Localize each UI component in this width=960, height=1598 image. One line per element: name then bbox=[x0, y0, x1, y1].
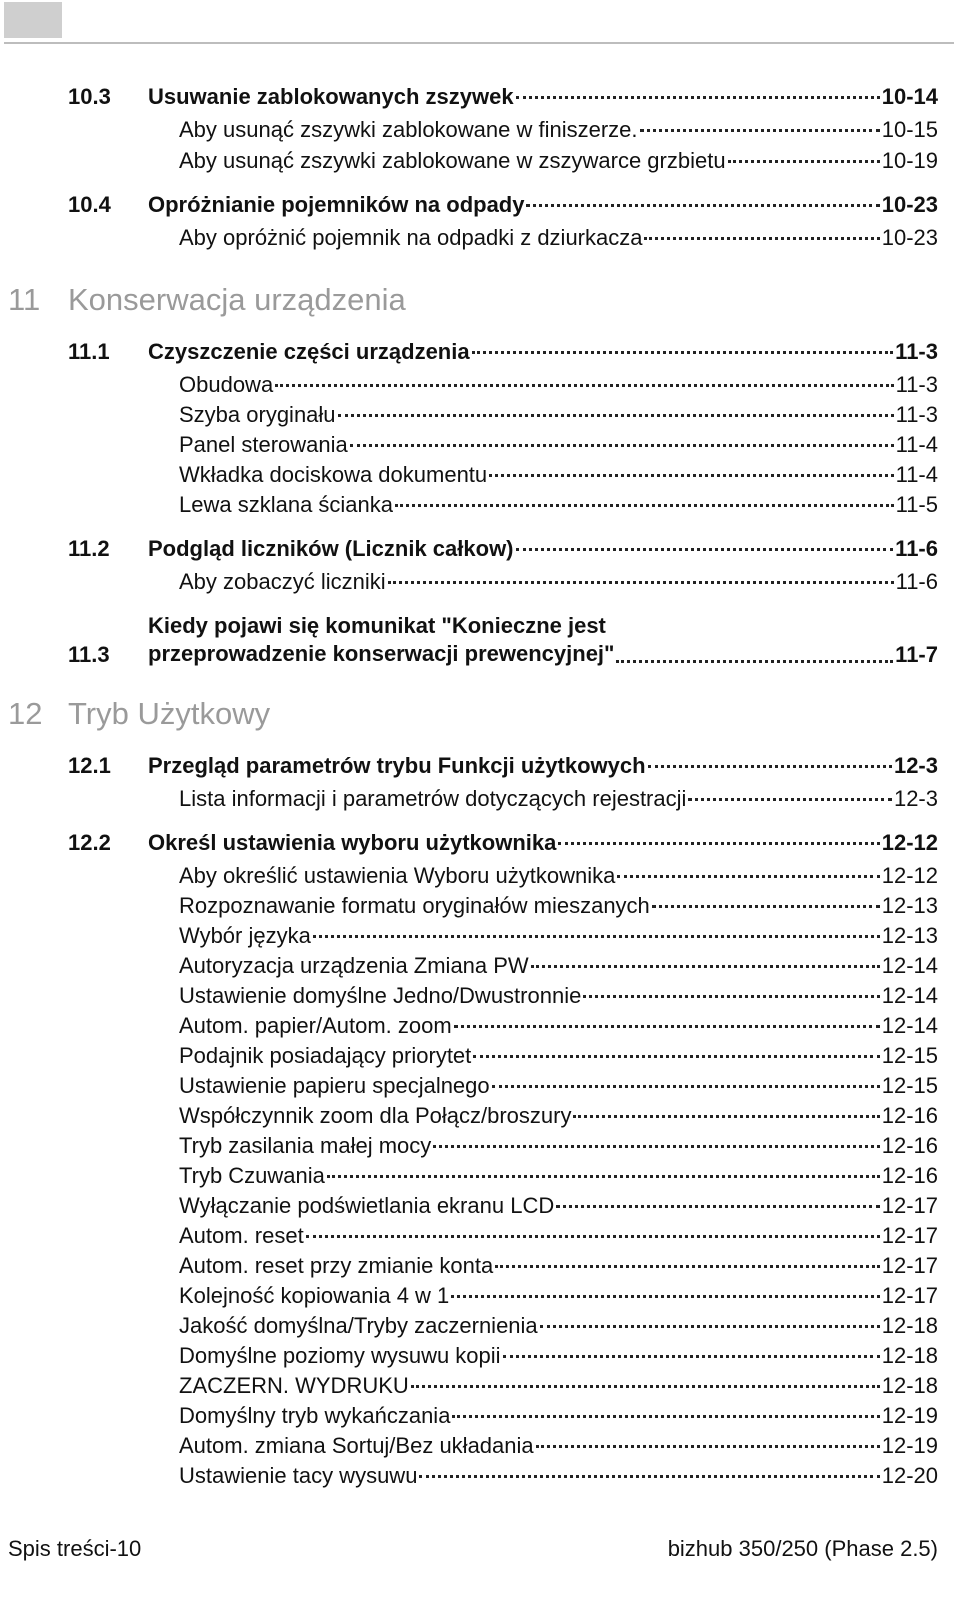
toc-subentry[interactable] bbox=[179, 117, 938, 143]
page-number: 10-23 bbox=[881, 192, 938, 217]
toc-subentry[interactable] bbox=[179, 786, 938, 812]
subentry-title: Autom. reset przy zmianie konta bbox=[179, 1253, 494, 1278]
page-number: 12-17 bbox=[881, 1283, 938, 1308]
toc-chapter-heading[interactable] bbox=[8, 282, 406, 318]
section-title: Czyszczenie części urządzenia bbox=[148, 339, 470, 364]
subentry-title: Aby zobaczyć liczniki bbox=[179, 569, 386, 594]
header-tab-block bbox=[4, 2, 62, 38]
footer-page-label: Spis treści-10 bbox=[8, 1536, 142, 1561]
section-number: 12.2 bbox=[68, 830, 111, 855]
toc-subentry[interactable] bbox=[179, 1163, 938, 1189]
subentry-title: Panel sterowania bbox=[179, 432, 348, 457]
dot-leader bbox=[306, 1235, 880, 1238]
page-number: 12-18 bbox=[881, 1373, 938, 1398]
subentry-title: Tryb Czuwania bbox=[179, 1163, 325, 1188]
section-title: Określ ustawienia wyboru użytkownika bbox=[148, 830, 557, 855]
section-title: Opróżnianie pojemników na odpady bbox=[148, 192, 525, 217]
toc-subentry[interactable] bbox=[179, 1073, 938, 1099]
toc-subentry[interactable] bbox=[179, 432, 938, 458]
page-number: 10-14 bbox=[881, 84, 938, 109]
chapter-number: 12 bbox=[8, 696, 43, 731]
subentry-title: Ustawienie tacy wysuwu bbox=[179, 1463, 418, 1488]
page-number: 12-13 bbox=[881, 893, 938, 918]
toc-subentry[interactable] bbox=[179, 1373, 938, 1399]
toc-subentry[interactable] bbox=[179, 1253, 938, 1279]
dot-leader bbox=[492, 1085, 880, 1088]
dot-leader bbox=[536, 1445, 880, 1448]
section-title: Usuwanie zablokowanych zszywek bbox=[148, 84, 514, 109]
toc-subentry[interactable] bbox=[179, 372, 938, 398]
toc-subentry[interactable] bbox=[179, 1103, 938, 1129]
section-number: 11.2 bbox=[68, 536, 110, 561]
toc-subentry[interactable] bbox=[179, 1283, 938, 1309]
subentry-title: Domyślny tryb wykańczania bbox=[179, 1403, 451, 1428]
section-number: 10.4 bbox=[68, 192, 111, 217]
dot-leader bbox=[388, 581, 894, 584]
dot-leader bbox=[327, 1175, 880, 1178]
toc-subentry[interactable] bbox=[179, 225, 938, 251]
dot-leader bbox=[489, 474, 893, 477]
page-number: 12-12 bbox=[881, 830, 938, 855]
subentry-title: Kolejność kopiowania 4 w 1 bbox=[179, 1283, 450, 1308]
toc-subentry[interactable] bbox=[179, 1403, 938, 1429]
page-number: 12-14 bbox=[881, 983, 938, 1008]
subentry-title: Autom. reset bbox=[179, 1223, 304, 1248]
toc-subentry[interactable] bbox=[179, 492, 938, 518]
toc-section-entry[interactable] bbox=[68, 536, 938, 562]
page-number: 12-16 bbox=[881, 1103, 938, 1128]
toc-section-entry[interactable] bbox=[68, 753, 938, 779]
subentry-title: Jakość domyślna/Tryby zaczernienia bbox=[179, 1313, 538, 1338]
dot-leader bbox=[411, 1385, 880, 1388]
subentry-title: Wyłączanie podświetlania ekranu LCD bbox=[179, 1193, 555, 1218]
subentry-title: Obudowa bbox=[179, 372, 274, 397]
toc-subentry[interactable] bbox=[179, 1193, 938, 1219]
toc-subentry[interactable] bbox=[179, 1133, 938, 1159]
subentry-title: Domyślne poziomy wysuwu kopii bbox=[179, 1343, 501, 1368]
toc-subentry[interactable] bbox=[179, 1433, 938, 1459]
toc-subentry[interactable] bbox=[179, 569, 938, 595]
subentry-title: Wybór języka bbox=[179, 923, 311, 948]
page-number: 10-15 bbox=[881, 117, 938, 142]
page-number: 12-17 bbox=[881, 1253, 938, 1278]
page-number: 11-3 bbox=[895, 339, 938, 364]
dot-leader bbox=[616, 660, 893, 663]
toc-subentry[interactable] bbox=[179, 1463, 938, 1489]
dot-leader bbox=[495, 1265, 879, 1268]
page-number: 11-7 bbox=[895, 642, 938, 667]
page-number: 11-4 bbox=[895, 432, 938, 457]
page-number: 12-18 bbox=[881, 1313, 938, 1338]
page-number: 10-19 bbox=[881, 148, 938, 173]
dot-leader bbox=[350, 444, 894, 447]
dot-leader bbox=[652, 905, 880, 908]
page-number: 12-19 bbox=[881, 1403, 938, 1428]
dot-leader bbox=[644, 237, 879, 240]
toc-subentry[interactable] bbox=[179, 462, 938, 488]
section-title: Podgląd liczników (Licznik całkow) bbox=[148, 536, 514, 561]
dot-leader bbox=[313, 935, 880, 938]
page-number: 12-19 bbox=[881, 1433, 938, 1458]
toc-subentry[interactable] bbox=[179, 148, 938, 174]
dot-leader bbox=[531, 965, 880, 968]
subentry-title: Wkładka dociskowa dokumentu bbox=[179, 462, 488, 487]
section-title-line-2: przeprowadzenie konserwacji prewencyjnej" bbox=[148, 641, 615, 666]
dot-leader bbox=[452, 1415, 879, 1418]
section-number: 12.1 bbox=[68, 753, 111, 778]
dot-leader bbox=[617, 875, 879, 878]
dot-leader bbox=[472, 351, 894, 354]
subentry-title: Autom. papier/Autom. zoom bbox=[179, 1013, 452, 1038]
subentry-title: Aby usunąć zszywki zablokowane w zszywarce grzbietu bbox=[179, 148, 726, 173]
dot-leader bbox=[526, 204, 879, 207]
dot-leader bbox=[503, 1355, 880, 1358]
section-number: 11.3 bbox=[68, 642, 110, 667]
page-number: 12-20 bbox=[881, 1463, 938, 1488]
dot-leader bbox=[454, 1025, 880, 1028]
dot-leader bbox=[275, 384, 893, 387]
chapter-title: Konserwacja urządzenia bbox=[68, 282, 406, 317]
page-number: 12-16 bbox=[881, 1163, 938, 1188]
toc-section-entry[interactable] bbox=[68, 84, 938, 110]
page-number: 12-14 bbox=[881, 953, 938, 978]
toc-subentry[interactable] bbox=[179, 1013, 938, 1039]
dot-leader bbox=[473, 1055, 879, 1058]
header-rule bbox=[4, 42, 954, 44]
section-number: 10.3 bbox=[68, 84, 111, 109]
dot-leader bbox=[395, 504, 894, 507]
page-number: 10-23 bbox=[881, 225, 938, 250]
page-number: 12-3 bbox=[893, 786, 938, 811]
toc-chapter-heading[interactable] bbox=[8, 696, 270, 732]
toc-subentry[interactable] bbox=[179, 1343, 938, 1369]
dot-leader bbox=[433, 1145, 879, 1148]
section-title-line-1: Kiedy pojawi się komunikat "Konieczne jest bbox=[148, 613, 606, 638]
dot-leader bbox=[338, 414, 894, 417]
toc-section-entry[interactable] bbox=[68, 192, 938, 218]
dot-leader bbox=[688, 798, 892, 801]
page-number: 11-6 bbox=[895, 569, 938, 594]
section-title bbox=[148, 612, 614, 668]
page-number: 12-17 bbox=[881, 1193, 938, 1218]
page-number: 11-5 bbox=[895, 492, 938, 517]
dot-leader bbox=[583, 995, 879, 998]
subentry-title: ZACZERN. WYDRUKU bbox=[179, 1373, 409, 1398]
toc-section-entry[interactable] bbox=[68, 830, 938, 856]
page-number: 12-16 bbox=[881, 1133, 938, 1158]
footer-product-name: bizhub 350/250 (Phase 2.5) bbox=[667, 1536, 938, 1561]
chapter-number: 11 bbox=[8, 282, 41, 317]
subentry-title: Autom. zmiana Sortuj/Bez układania bbox=[179, 1433, 534, 1458]
dot-leader bbox=[556, 1205, 880, 1208]
chapter-title: Tryb Użytkowy bbox=[68, 696, 271, 731]
toc-subentry[interactable] bbox=[179, 1043, 938, 1069]
subentry-title: Autoryzacja urządzenia Zmiana PW bbox=[179, 953, 529, 978]
dot-leader bbox=[540, 1325, 880, 1328]
section-title: Przegląd parametrów trybu Funkcji użytkowych bbox=[148, 753, 646, 778]
subentry-title: Ustawienie papieru specjalnego bbox=[179, 1073, 490, 1098]
subentry-title: Tryb zasilania małej mocy bbox=[179, 1133, 432, 1158]
page-number: 11-3 bbox=[895, 372, 938, 397]
page-number: 11-6 bbox=[895, 536, 938, 561]
page-number: 11-4 bbox=[895, 462, 938, 487]
toc-subentry[interactable] bbox=[179, 983, 938, 1009]
subentry-title: Aby określić ustawienia Wyboru użytkownika bbox=[179, 863, 616, 888]
subentry-title: Podajnik posiadający priorytet bbox=[179, 1043, 472, 1068]
subentry-title: Rozpoznawanie formatu oryginałów mieszanych bbox=[179, 893, 650, 918]
toc-subentry[interactable] bbox=[179, 893, 938, 919]
subentry-title: Aby opróżnić pojemnik na odpadki z dziurkacza bbox=[179, 225, 643, 250]
page-number: 12-15 bbox=[881, 1043, 938, 1068]
dot-leader bbox=[419, 1475, 879, 1478]
toc-subentry[interactable] bbox=[179, 953, 938, 979]
subentry-title: Lista informacji i parametrów dotyczących rejestracji bbox=[179, 786, 687, 811]
dot-leader bbox=[451, 1295, 879, 1298]
page-number: 12-14 bbox=[881, 1013, 938, 1038]
dot-leader bbox=[728, 160, 880, 163]
page-number: 12-17 bbox=[881, 1223, 938, 1248]
subentry-title: Lewa szklana ścianka bbox=[179, 492, 394, 517]
toc-subentry[interactable] bbox=[179, 1223, 938, 1249]
subentry-title: Współczynnik zoom dla Połącz/broszury bbox=[179, 1103, 572, 1128]
page-number: 11-3 bbox=[895, 402, 938, 427]
dot-leader bbox=[573, 1115, 879, 1118]
subentry-title: Ustawienie domyślne Jedno/Dwustronnie bbox=[179, 983, 582, 1008]
toc-section-entry[interactable] bbox=[68, 339, 938, 365]
page-number: 12-13 bbox=[881, 923, 938, 948]
page-number: 12-3 bbox=[893, 753, 938, 778]
toc-section-entry[interactable] bbox=[68, 612, 938, 668]
dot-leader bbox=[558, 842, 879, 845]
toc-subentry[interactable] bbox=[179, 1313, 938, 1339]
page-number: 12-12 bbox=[881, 863, 938, 888]
section-number: 11.1 bbox=[68, 339, 110, 364]
subentry-title: Szyba oryginału bbox=[179, 402, 336, 427]
dot-leader bbox=[640, 129, 880, 132]
page-number: 12-18 bbox=[881, 1343, 938, 1368]
page-number: 12-15 bbox=[881, 1073, 938, 1098]
toc-subentry[interactable] bbox=[179, 402, 938, 428]
toc-subentry[interactable] bbox=[179, 923, 938, 949]
dot-leader bbox=[516, 548, 894, 551]
toc-subentry[interactable] bbox=[179, 863, 938, 889]
dot-leader bbox=[516, 96, 880, 99]
dot-leader bbox=[648, 765, 892, 768]
subentry-title: Aby usunąć zszywki zablokowane w finiszerze. bbox=[179, 117, 638, 142]
